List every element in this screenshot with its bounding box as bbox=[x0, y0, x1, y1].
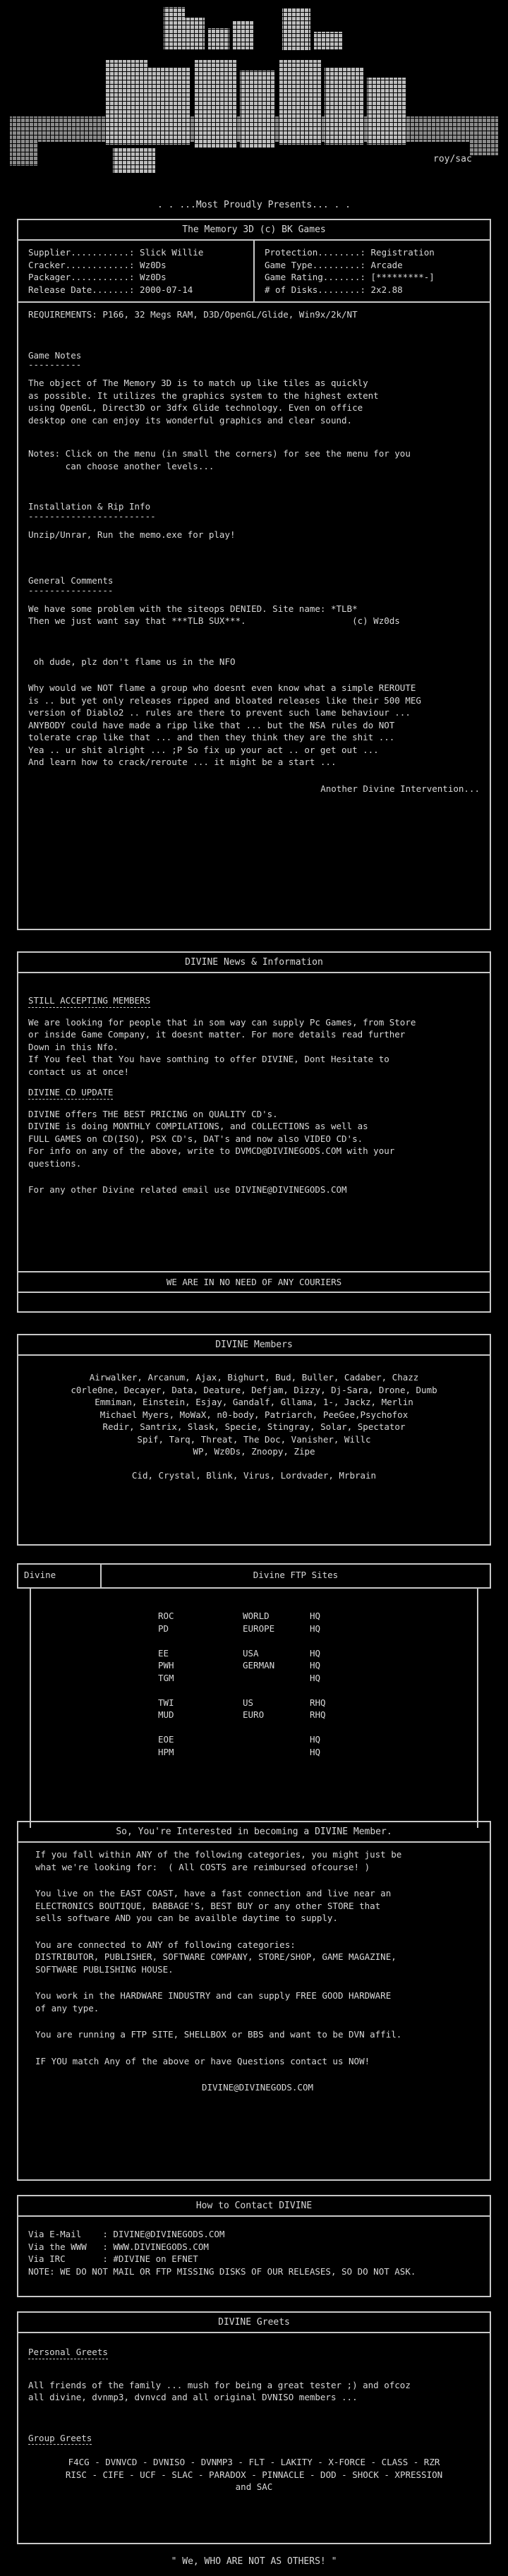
notes-line: as possible. It utilizes the graphics system to the highest extent bbox=[28, 390, 379, 401]
ftp-site-location bbox=[243, 1746, 310, 1759]
game-notes-title: Game Notes bbox=[28, 349, 82, 361]
ftp-site-row bbox=[158, 1635, 477, 1647]
install-rule: ------------------------ bbox=[28, 510, 156, 522]
info-cracker: Cracker............: Wz0Ds bbox=[28, 259, 167, 270]
join-p2: SOFTWARE PUBLISHING HOUSE. bbox=[35, 1963, 174, 1975]
cd-line: questions. bbox=[28, 1157, 82, 1169]
notes-line: The object of The Memory 3D is to match up like tiles as quickly bbox=[28, 378, 368, 388]
release-info-left bbox=[18, 241, 255, 301]
ftp-title: Divine FTP Sites bbox=[253, 1570, 339, 1580]
ftp-site-name: EE bbox=[158, 1647, 169, 1659]
join-intro: If you fall within ANY of the following categories, you might just be bbox=[35, 1849, 402, 1860]
ftp-site-type: HQ bbox=[310, 1647, 321, 1659]
greets-body bbox=[18, 2333, 490, 2499]
cd-line: DIVINE offers THE BEST PRICING on QUALITY CD's. bbox=[28, 1108, 278, 1119]
comments-line: We have some problem with the siteops DENIED. Site name: *TLB* bbox=[28, 603, 358, 614]
accepting-title bbox=[28, 994, 480, 1008]
contact-body bbox=[18, 2217, 490, 2283]
join-p3: You work in the HARDWARE INDUSTRY and can supply FREE GOOD HARDWARE bbox=[35, 1990, 392, 2001]
join-p5: IF YOU match Any of the above or have Questions contact us NOW! bbox=[35, 2055, 370, 2066]
ftp-site-type bbox=[310, 1635, 352, 1647]
ftp-header bbox=[17, 1563, 491, 1589]
contact-title: How to Contact DIVINE bbox=[18, 2196, 490, 2217]
info-packager: Packager...........: Wz0Ds bbox=[28, 272, 167, 282]
ftp-site-type: HQ bbox=[310, 1611, 321, 1621]
join-p1: ELECTRONICS BOUTIQUE, BABBAGE'S, BEST BUY or any other STORE that bbox=[35, 1900, 381, 1911]
ftp-site-row bbox=[158, 1623, 477, 1635]
ftp-site-row bbox=[158, 1746, 477, 1759]
comments-title: General Comments bbox=[28, 575, 114, 586]
rant-line: And learn how to crack/reroute ... it might be a start ... bbox=[28, 757, 337, 767]
ftp-site-name: PD bbox=[158, 1623, 169, 1634]
cd-line: FULL GAMES on CD(ISO), PSX CD's, DAT's and now also VIDEO CD's. bbox=[28, 1133, 363, 1144]
release-title: The Memory 3D (c) BK Games bbox=[18, 220, 490, 241]
rant-line: Yea .. ur shit alright ... ;P So fix up your act .. or get out ... bbox=[28, 744, 379, 755]
join-p2: You are connected to ANY of following categories: bbox=[35, 1939, 296, 1950]
ftp-site-location: EURO bbox=[243, 1709, 265, 1720]
presents-line: . . ...Most Proudly Presents... . . bbox=[157, 200, 351, 210]
ftp-site-type: HQ bbox=[310, 1623, 321, 1634]
members-line: Airwalker, Arcanum, Ajax, Bighurt, Bud, Buller, Cadaber, Chazz bbox=[89, 1372, 419, 1383]
ftp-site-name bbox=[158, 1635, 243, 1647]
ftp-site-type: HQ bbox=[310, 1746, 321, 1757]
accepting-line: or inside Game Company, it doesnt matter. For more details read further bbox=[28, 1029, 406, 1040]
release-info-right bbox=[255, 241, 490, 301]
ftp-site-name bbox=[158, 1721, 243, 1734]
ftp-site-type: RHQ bbox=[310, 1709, 326, 1720]
rant-line: tolerate crap like that ... and then they think they are the shit ... bbox=[28, 732, 395, 742]
other-email-line: For any other Divine related email use DIVINE@DIVINEGODS.COM bbox=[28, 1184, 347, 1195]
release-info bbox=[18, 241, 490, 303]
ftp-site-type: HQ bbox=[310, 1734, 321, 1745]
join-p1: sells software AND you can be availble daytime to supply. bbox=[35, 1913, 338, 1923]
accepting-line: If You feel that You have somthing to offer DIVINE, Dont Hesitate to bbox=[28, 1054, 389, 1064]
ftp-site-location: EUROPE bbox=[243, 1623, 275, 1634]
rant-line: version of Diablo2 .. rules are there to prevent such lame behaviour ... bbox=[28, 707, 411, 718]
cd-line: DIVINE is doing MONTHLY COMPILATIONS, and COLLECTIONS as well as bbox=[28, 1121, 368, 1131]
ftp-site-name: HPM bbox=[158, 1746, 174, 1757]
info-game-rating: Game Rating.......: [*********-] bbox=[265, 272, 435, 282]
news-title: DIVINE News & Information bbox=[18, 953, 490, 973]
divine-logo bbox=[0, 0, 508, 183]
ftp-site-location bbox=[243, 1684, 310, 1697]
ftp-site-type: HQ bbox=[310, 1660, 321, 1671]
comments-flame-line: oh dude, plz don't flame us in the NFO bbox=[28, 656, 236, 667]
contact-note: NOTE: WE DO NOT MAIL OR FTP MISSING DISKS OF OUR RELEASES, SO DO NOT ASK. bbox=[28, 2265, 416, 2277]
ftp-site-row bbox=[158, 1697, 477, 1709]
group-title-text: Group Greets bbox=[28, 2432, 92, 2445]
personal-line: all divine, dvnmp3, dvnvcd and all original DVNISO members ... bbox=[28, 2392, 358, 2402]
accepting-line: contact us at once! bbox=[28, 1066, 129, 1077]
cd-title-text: DIVINE CD UPDATE bbox=[28, 1086, 113, 1100]
ftp-box bbox=[17, 1563, 491, 1828]
group-line: RISC - CIFE - UCF - SLAC - PARADOX - PINNACLE - DOD - SHOCK - XPRESSION bbox=[65, 2469, 443, 2480]
info-protection: Protection........: Registration bbox=[265, 247, 435, 258]
ftp-site-location bbox=[243, 1733, 310, 1746]
members-line: Redir, Santrix, Slask, Specie, Stingray, Solar, Spectator bbox=[102, 1421, 406, 1432]
accepting-line: Down in this Nfo. bbox=[28, 1041, 119, 1052]
ftp-rows bbox=[158, 1610, 477, 1758]
ftp-site-location: US bbox=[243, 1697, 254, 1708]
join-p1: You live on the EAST COAST, have a fast connection and live near an bbox=[35, 1888, 392, 1898]
ftp-site-row bbox=[158, 1672, 477, 1685]
accepting-title-text: STILL ACCEPTING MEMBERS bbox=[28, 994, 150, 1008]
greets-title: DIVINE Greets bbox=[18, 2313, 490, 2333]
personal-line: All friends of the family ... mush for being a great tester ;) and ofcoz bbox=[28, 2379, 411, 2390]
ftp-site-name bbox=[158, 1684, 243, 1697]
info-game-type: Game Type.........: Arcade bbox=[265, 259, 403, 270]
info-disks: # of Disks........: 2x2.88 bbox=[265, 284, 403, 295]
notes-line: using OpenGL, Direct3D or 3dfx Glide technology. Even on office bbox=[28, 402, 363, 413]
contact-www: Via the WWW : WWW.DIVINEGODS.COM bbox=[28, 2241, 209, 2252]
group-title bbox=[28, 2432, 480, 2445]
join-body bbox=[18, 1843, 490, 2100]
release-box bbox=[17, 219, 491, 930]
ftp-site-type: RHQ bbox=[310, 1697, 326, 1708]
join-p4: You are running a FTP SITE, SHELLBOX or BBS and want to be DVN affil. bbox=[35, 2029, 402, 2040]
contact-irc: Via IRC : #DIVINE on EFNET bbox=[28, 2253, 198, 2264]
join-box bbox=[17, 1821, 491, 2181]
ftp-site-name: EOE bbox=[158, 1734, 174, 1745]
ftp-site-type: HQ bbox=[310, 1672, 321, 1683]
join-title: So, You're Interested in becoming a DIVINE Member. bbox=[18, 1822, 490, 1843]
ftp-site-row bbox=[158, 1659, 477, 1672]
ftp-site-location: WORLD bbox=[243, 1611, 270, 1621]
notes-line: desktop one can enjoy its wonderful graphics and clear sound. bbox=[28, 414, 353, 426]
group-line: and SAC bbox=[235, 2481, 273, 2492]
group-line: F4CG - DVNVCD - DVNISO - DVNMP3 - FLT - LAKITY - X-FORCE - CLASS - RZR bbox=[68, 2457, 440, 2467]
requirements: REQUIREMENTS: P166, 32 Megs RAM, D3D/OpenGL/Glide, Win9x/2k/NT bbox=[28, 309, 358, 320]
signoff: Another Divine Intervention... bbox=[320, 783, 480, 794]
members-line: Michael Myers, MoWaX, n0-body, Patriarch, PeeGee,Psychofox bbox=[99, 1409, 409, 1420]
join-p2: DISTRIBUTOR, PUBLISHER, SOFTWARE COMPANY, STORE/SHOP, GAME MAGAZINE, bbox=[35, 1951, 397, 1962]
install-title: Installation & Rip Info bbox=[28, 501, 151, 512]
members-line: Spif, Tarq, Threat, The Doc, Vanisher, Willc bbox=[137, 1433, 371, 1445]
notes2-line: can choose another levels... bbox=[28, 460, 214, 471]
release-body bbox=[18, 303, 490, 800]
notes2-line: Notes: Click on the menu (in small the corners) for see the menu for you bbox=[28, 448, 411, 459]
ftp-tab: Divine bbox=[18, 1565, 102, 1587]
news-box bbox=[17, 951, 491, 1313]
ftp-site-row bbox=[158, 1733, 477, 1746]
info-supplier: Supplier...........: Slick Willie bbox=[28, 247, 204, 258]
ftp-site-type bbox=[310, 1684, 352, 1697]
members-line: c0rle0ne, Decayer, Data, Deature, Defjam, Dizzy, Dj-Sara, Drone, Dumb bbox=[71, 1384, 437, 1395]
members-box bbox=[17, 1334, 491, 1546]
ftp-site-location bbox=[243, 1635, 310, 1647]
logo-signature: roy/sac bbox=[433, 154, 472, 164]
rant-line: is .. but yet only releases ripped and bloated releases like their 500 MEG bbox=[28, 694, 421, 706]
members-line: WP, Wz0Ds, Znoopy, Zipe bbox=[193, 1446, 315, 1457]
personal-title-text: Personal Greets bbox=[28, 2346, 108, 2359]
ftp-site-name: MUD bbox=[158, 1709, 174, 1720]
cd-title bbox=[28, 1086, 480, 1100]
join-email: DIVINE@DIVINEGODS.COM bbox=[201, 2082, 314, 2093]
ftp-site-location: USA bbox=[243, 1647, 259, 1659]
join-p3: of any type. bbox=[35, 2002, 99, 2014]
ftp-site-location: GERMAN bbox=[243, 1660, 275, 1671]
ftp-site-type bbox=[310, 1721, 352, 1734]
join-intro: what we're looking for: ( All COSTS are reimbursed ofcourse! ) bbox=[35, 1861, 370, 1872]
ftp-site-location bbox=[243, 1721, 310, 1734]
install-text: Unzip/Unrar, Run the memo.exe for play! bbox=[28, 529, 236, 540]
contact-box bbox=[17, 2195, 491, 2297]
ftp-site-name: PWH bbox=[158, 1660, 174, 1671]
rant-line: ANYBODY could have made a ripp like that ... but the NSA rules do NOT bbox=[28, 719, 395, 730]
ftp-site-row bbox=[158, 1684, 477, 1697]
greets-box bbox=[17, 2311, 491, 2544]
personal-title bbox=[28, 2346, 480, 2359]
contact-email: Via E-Mail : DIVINE@DIVINEGODS.COM bbox=[28, 2229, 225, 2239]
game-notes-rule: ---------- bbox=[28, 359, 82, 370]
ftp-site-row bbox=[158, 1610, 477, 1623]
ftp-list bbox=[30, 1589, 478, 1828]
members-line: Emmiman, Einstein, Esjay, Gandalf, Gllama, 1-, Jackz, Merlin bbox=[95, 1397, 413, 1407]
ftp-site-location bbox=[243, 1672, 310, 1685]
footer-motto: " We, WHO ARE NOT AS OTHERS! " bbox=[171, 2556, 337, 2567]
members-extra: Cid, Crystal, Blink, Virus, Lordvader, Mrbrain bbox=[131, 1469, 377, 1481]
rant-line: Why would we NOT flame a group who doesnt even know what a simple REROUTE bbox=[28, 682, 416, 693]
members-title: DIVINE Members bbox=[18, 1335, 490, 1356]
cd-line: For info on any of the above, write to DVMCD@DIVINEGODS.COM with your bbox=[28, 1145, 395, 1156]
ftp-site-row bbox=[158, 1709, 477, 1721]
comments-rule: ---------------- bbox=[28, 584, 114, 596]
ftp-site-row bbox=[158, 1647, 477, 1660]
members-body bbox=[18, 1356, 490, 1487]
ascii-logo-art bbox=[0, 0, 508, 183]
comments-line: Then we just want say that ***TLB SUX***. (c) Wz0ds bbox=[28, 615, 400, 626]
couriers-banner: WE ARE IN NO NEED OF ANY COURIERS bbox=[18, 1271, 490, 1293]
ftp-site-name: TGM bbox=[158, 1672, 174, 1683]
ftp-site-name: TWI bbox=[158, 1697, 174, 1708]
news-body bbox=[18, 973, 490, 1202]
info-release-date: Release Date.......: 2000-07-14 bbox=[28, 284, 193, 295]
accepting-line: We are looking for people that in som way can supply Pc Games, from Store bbox=[28, 1016, 416, 1028]
ftp-site-row bbox=[158, 1721, 477, 1734]
ftp-site-name: ROC bbox=[158, 1611, 174, 1621]
